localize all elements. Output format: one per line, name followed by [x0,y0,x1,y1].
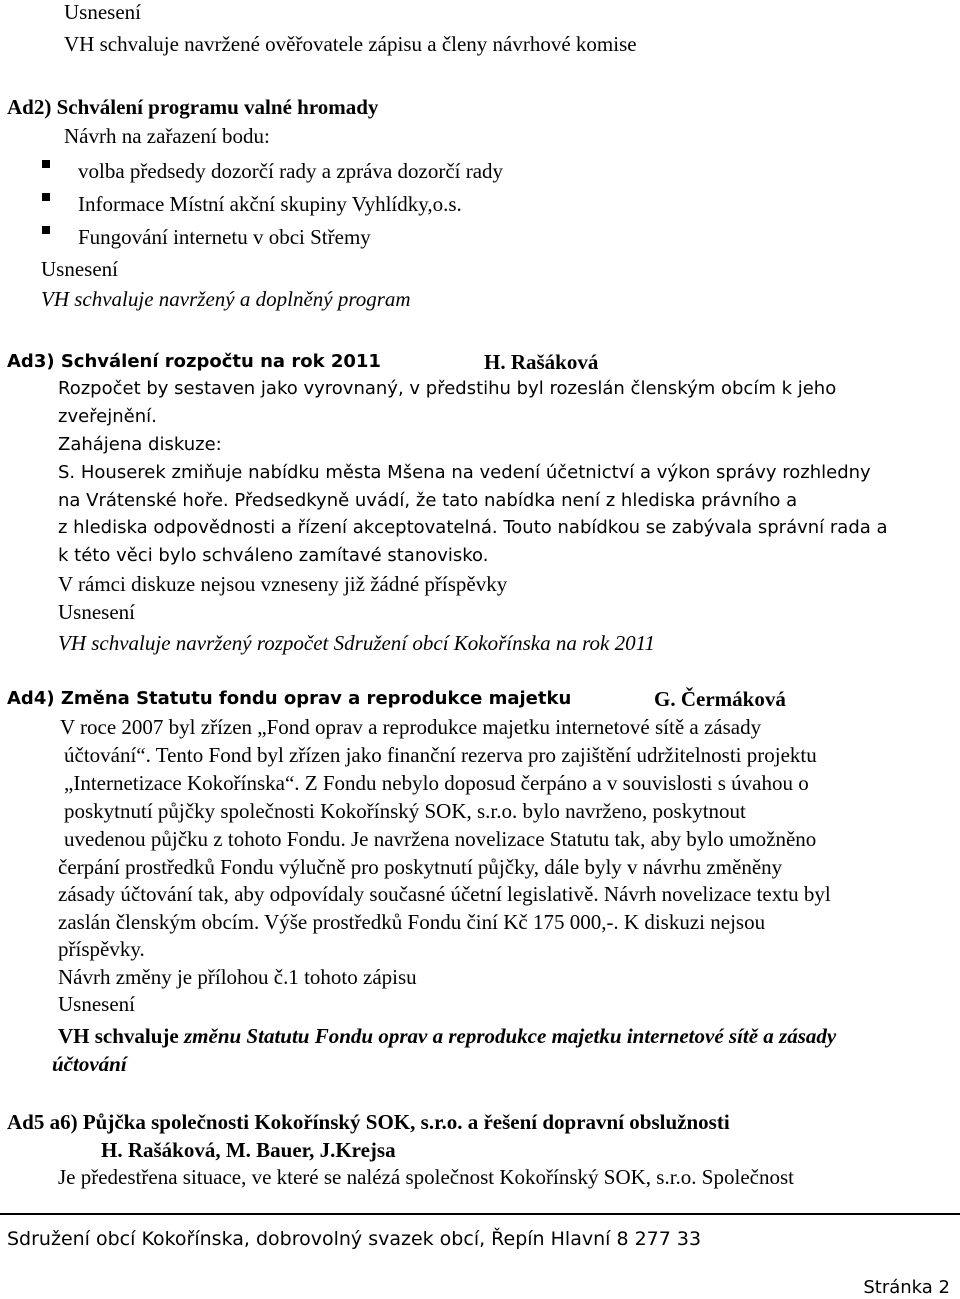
ad5-presenters: H. Rašáková, M. Bauer, J.Krejsa [101,1138,396,1162]
ad3-paragraph-line: na Vrátenské hoře. Předsedkyně uvádí, že tato nabídka není z hlediska právního a [58,490,798,511]
ad3-paragraph-line: z hlediska odpovědnosti a řízení akceptovatelná. Touto nabídkou se zabývala správní rada a [58,517,888,538]
ad3-closing: V rámci diskuze nejsou vzneseny již žádné příspěvky [58,572,508,596]
ad4-paragraph-line: „Internetizace Kokořínska“. Z Fondu nebylo doposud čerpáno a v souvislosti s úvahou o [64,771,809,795]
bullet-icon [42,193,50,201]
ad4-paragraph-line: V roce 2007 byl zřízen „Fond oprav a reprodukce majetku internetové sítě a zásady [60,715,762,739]
resolution-text [58,1026,836,1047]
ad2-bullet-item: Informace Místní akční skupiny Vyhlídky,o.s. [78,192,462,216]
ad4-paragraph-line: zásady účtování tak, aby odpovídaly současné účetní legislativě. Návrh novelizace textu byl [58,882,831,906]
resolution-bold: VH schvaluje [58,1024,179,1048]
resolution-text: VH schvaluje navržené ověřovatele zápisu a členy návrhové komise [64,32,637,56]
ad2-intro: Návrh na zařazení bodu: [64,124,270,148]
ad4-paragraph-line: uvedenou půjčku z tohoto Fondu. Je navržena novelizace Statutu tak, aby bylo umožněno [64,827,817,851]
ad4-paragraph-line: Návrh změny je přílohou č.1 tohoto zápisu [58,965,417,989]
resolution-continuation: účtování [52,1052,127,1076]
ad3-paragraph-line: Rozpočet by sestaven jako vyrovnaný, v předstihu byl rozeslán členským obcím k jeho [58,378,837,399]
usneseni-label: Usnesení [41,257,118,281]
resolution-italic: změnu Statutu Fondu oprav a reprodukce majetku internetové sítě a zásady [178,1024,837,1048]
usneseni-label: Usnesení [64,0,141,24]
ad4-paragraph-line: příspěvky. [58,937,145,961]
ad4-presenter: G. Čermáková [654,687,786,711]
ad3-paragraph-line: Zahájena diskuze: [58,434,222,455]
ad4-paragraph-line: účtování“. Tento Fond byl zřízen jako finanční rezerva pro zajištění udržitelnosti projektu [64,743,817,767]
ad3-paragraph-line: k této věci bylo schváleno zamítavé stanovisko. [58,545,489,566]
page-number: Stránka 2 [863,1277,950,1298]
bullet-icon [42,226,50,234]
resolution-text: VH schvaluje navržený a doplněný program [41,287,411,311]
ad5-paragraph-line: Je předestřena situace, ve které se nalézá společnost Kokořínský SOK, s.r.o. Společnost [58,1165,794,1189]
ad3-presenter: H. Rašáková [484,350,599,374]
ad2-bullet-item: volba předsedy dozorčí rady a zpráva dozorčí rady [78,159,504,183]
ad4-paragraph-line: poskytnutí půjčky společnosti Kokořínský SOK, s.r.o. bylo navrženo, poskytnout [64,799,746,823]
resolution-text: VH schvaluje navržený rozpočet Sdružení obcí Kokořínska na rok 2011 [58,631,656,655]
ad2-heading: Ad2) Schválení programu valné hromady [7,95,379,119]
usneseni-label: Usnesení [58,992,135,1016]
ad4-heading: Ad4) Změna Statutu fondu oprav a reprodukce majetku [7,688,572,709]
ad3-paragraph-line: S. Houserek zmiňuje nabídku města Mšena na vedení účetnictví a výkon správy rozhledny [58,462,871,483]
ad2-bullet-item: Fungování internetu v obci Střemy [78,225,371,249]
ad3-heading: Ad3) Schválení rozpočtu na rok 2011 [7,351,381,372]
ad3-paragraph-line: zveřejnění. [58,406,157,427]
ad5-heading: Ad5 a6) Půjčka společnosti Kokořínský SOK, s.r.o. a řešení dopravní obslužnosti [7,1110,730,1134]
usneseni-label: Usnesení [58,600,135,624]
footer-organization: Sdružení obcí Kokořínska, dobrovolný svazek obcí, Řepín Hlavní 8 277 33 [7,1228,702,1250]
footer-divider [0,1213,960,1215]
ad4-paragraph-line: čerpání prostředků Fondu výlučně pro poskytnutí půjčky, dále byly v návrhu změněny [58,855,783,879]
bullet-icon [42,160,50,168]
ad4-paragraph-line: zaslán členským obcím. Výše prostředků Fondu činí Kč 175 000,-. K diskuzi nejsou [58,910,766,934]
